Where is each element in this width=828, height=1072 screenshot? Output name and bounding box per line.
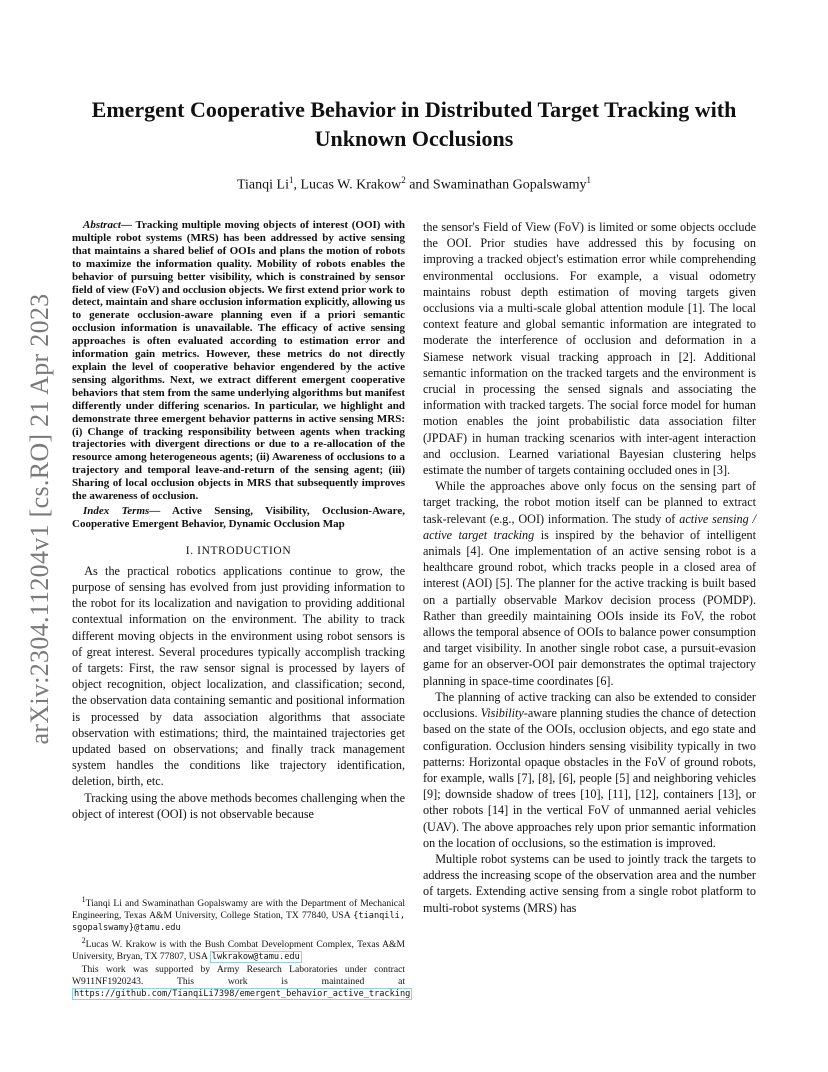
- footnote-affiliation-1: [72, 894, 405, 934]
- body-text: While the approaches above only focus on the sensing part of target tracking, the robot motion itself can be planned to extract task-relevant (e.g., OOI) information. The study of: [423, 479, 756, 526]
- body-text: The planning of active tracking can also be extended to consider occlusions.: [423, 689, 756, 721]
- author-list: [80, 171, 748, 195]
- paper-title: Emergent Cooperative Behavior in Distributed Target Tracking with Unknown Occlusions: [91, 97, 737, 151]
- body-paragraph: Multiple robot systems can be used to jointly track the targets to address the increasing scope of the observation area and the number of targets. Extending active sensing from a single robot platform to multi-robot systems (MRS) has: [423, 851, 756, 915]
- body-paragraph: [423, 689, 756, 851]
- arxiv-identifier-text: arXiv:2304.11204v1 [cs.RO] 21 Apr 2023: [25, 293, 54, 745]
- footnote-affiliation-2: [72, 935, 405, 963]
- author-separator: ,: [293, 177, 301, 193]
- right-column: [423, 219, 756, 916]
- affiliation-mark: 1: [288, 175, 294, 185]
- affiliation-mark: 1: [586, 175, 591, 185]
- footnote-email: {tianqili, sgopalswamy}@tamu.edu: [72, 911, 405, 934]
- footnote-text: Lucas W. Krakow is with the Bush Combat Development Complex, Texas A&M University, Bryan, TX 77807, USA: [72, 939, 405, 963]
- footnote-text: Tianqi Li and Swaminathan Gopalswamy are with the Department of Mechanical Engineering, Texas A&M University, College Station, TX 77840, USA: [72, 898, 405, 922]
- footnote-mark: 1: [81, 895, 86, 904]
- footnote-mark: 2: [81, 936, 86, 946]
- author-name: Lucas W. Krakow: [300, 177, 402, 193]
- author-name: Tianqi Li: [236, 177, 289, 193]
- author-name: Swaminathan Gopalswamy: [432, 177, 587, 193]
- body-paragraph: the sensor's Field of View (FoV) is limited or some objects occlude the OOI. Prior studies have addressed this by focusing on improving a tracked object's estimation error while comprehending environmental occlusions. For example, a visual odometry maintains robust depth estimation of moving targets given occlusions via a multi-scale global attention module [1]. The local context feature and global semantic information are integrated to moderate the interference of occlusion and deformation in a Siamese network visual tracking approach in [2]. Additional semantic information on the tracked targets and the environment is crucial in processing the sensed signals and associating the information with tracked targets. The social force model for human motion enables the joint probabilistic data association filter (JPDAF) in human tracking scenarios with inter-agent interaction and occlusion. Learned variational Bayesian clustering helps estimate the number of targets containing occluded ones in [3].: [423, 220, 756, 478]
- intro-paragraph: Tracking using the above methods becomes challenging when the object of interest (OOI) is not observable because: [72, 790, 405, 821]
- body-text: is inspired by the behavior of intelligent animals [4]. One implementation of an active sensing robot is a healthcare ground robot, which tracks people in a closed area of interest (AOI) [5]. The planner for the active tracking is built based on a partially observable Markov decision process (POMDP). Rather than greedily maintaining OOIs inside its FoV, the robot allows the temporal absence of OOIs to balance power consumption and target visibility. In another single robot case, a pursuit-evasion game for an observer-OOI pair demonstrates the optimal trajectory planning in space-time coordinates [6].: [423, 527, 756, 688]
- index-terms: [72, 505, 405, 531]
- intro-paragraph: As the practical robotics applications continue to grow, the purpose of sensing has evolved from just providing information to the robot for its localization and navigation to providing additional contextual information on the environment. The ability to track different moving objects in the environment using robot sensors is of great interest. Several procedures typically accomplish tracking of targets: First, the raw sensor signal is processed by layers of object recognition, object localization, and classification; second, the observation data containing semantic and positional information is processed by data association algorithms that associate observation with estimations; third, the maintained trajectories get updated based on observations; and finally track management system handles the conditions like trajectory identification, deletion, birth, etc.: [72, 563, 405, 789]
- body-paragraph: [423, 478, 756, 689]
- arxiv-identifier: [22, 284, 58, 754]
- left-column: [72, 219, 405, 822]
- abstract-label: Abstract: [83, 219, 121, 231]
- body-text: -aware planning studies the chance of detection based on the state of the OOIs, occlusion objects, and ego state and configuration. Occlusion hinders sensing visibility typically in two patterns: Horizontal opaque obstacles in the FoV of ground robots, for example, walls [7], [8], [6], people [5] and neighboring vehicles [9]; downside shadow of trees [10], [11], [12], containers [13], or other robots [14] in the vertical FoV of unmanned aerial vehicles (UAV). The above approaches rely upon prior semantic information on the location of occlusions, so the estimation is improved.: [423, 706, 756, 850]
- index-terms-text: — Active Sensing, Visibility, Occlusion-Aware, Cooperative Emergent Behavior, Dynamic Occlusion Map: [72, 504, 405, 530]
- repository-link[interactable]: https://github.com/TianqiLi7398/emergent_behavior_active_tracking: [74, 989, 411, 1000]
- footnote-funding: [72, 964, 411, 1000]
- abstract: [72, 219, 405, 503]
- section-heading: I. INTRODUCTION: [185, 544, 292, 557]
- author-separator: and: [405, 177, 433, 193]
- affiliation-mark: 2: [401, 175, 406, 185]
- index-terms-label: Index Terms: [83, 504, 150, 517]
- footnotes: [72, 894, 411, 1001]
- emphasis-text: active sensing / active target tracking: [423, 511, 756, 542]
- email-link[interactable]: lwkrakow@tamu.edu: [211, 952, 300, 963]
- footnote-text: This work was supported by Army Research Laboratories under contract W911NF1920243. This work is maintained at: [72, 964, 405, 988]
- abstract-text: — Tracking multiple moving objects of interest (OOI) with multiple robot systems (MRS) has been addressed by active sensing that maintains a shared belief of OOIs and plans the motion of robots to maximize the information quality. Mobility of robots enables the behavior of pursuing better visibility, which is constrained by sensor field of view (FoV) and occlusion objects. We first extend prior work to detect, maintain and share occlusion information explicitly, allowing us to generate occlusion-aware planning even if a priori semantic occlusion information is unavailable. The efficacy of active sensing approaches is often evaluated according to estimation error and information gain metrics. However, these metrics do not directly explain the level of cooperative behavior engendered by the active sensing algorithms. Next, we extract different emergent cooperative behaviors that stem from the same underlying algorithms but manifest differently under differing scenarios. In particular, we highlight and demonstrate three emergent behavior patterns in active sensing MRS: (i) Change of tracking responsibility between agents when tracking trajectories with divergent directions or due to a re-allocation of the resource among heterogeneous agents; (ii) Awareness of occlusions to a trajectory and temporal leave-and-return of the sensing agent; (iii) Sharing of local occlusion objects in MRS that subsequently improves the awareness of occlusion.: [72, 219, 405, 503]
- emphasis-text: Visibility: [480, 706, 524, 721]
